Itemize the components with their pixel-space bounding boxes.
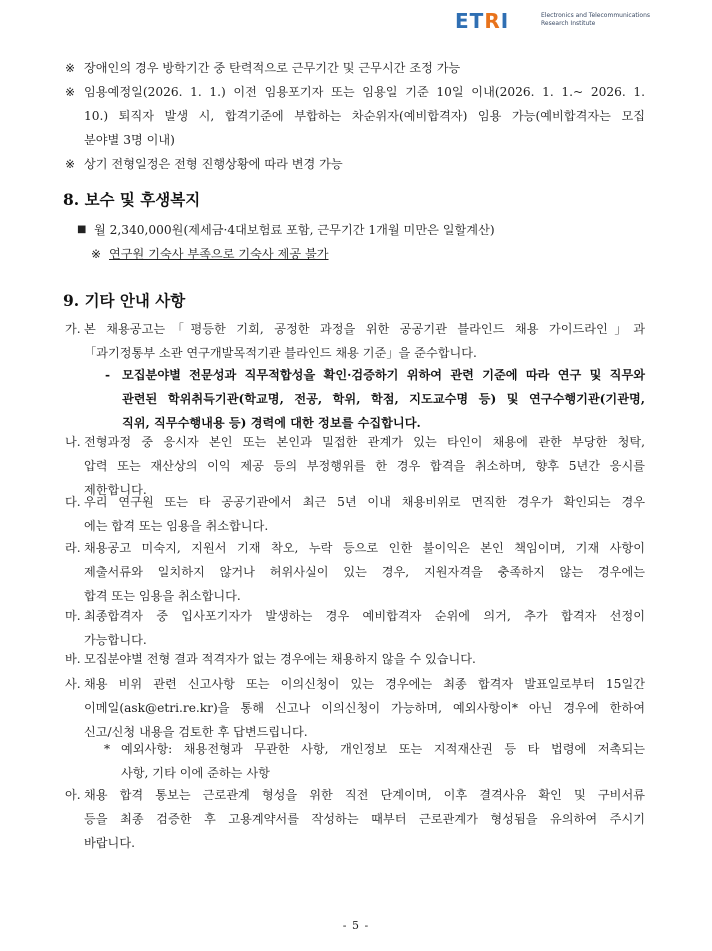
note-mark: ※ [65, 61, 76, 75]
note-mark: ※ [65, 157, 76, 171]
dormitory-note: 연구원 기숙사 부족으로 기숙사 제공 불가 [109, 247, 329, 261]
item-marker: 가. [65, 322, 81, 336]
salary-item: 월 2,340,000원(제세금·4대보험료 포함, 근무기간 1개월 미만은 일할계산) [94, 223, 495, 237]
item-ma: 최종합격자 중 입사포기자가 발생하는 경우 예비합격자 순위에 의거, 추가 합격자 선정이 가능합니다. [84, 609, 645, 647]
item-sa-exception: 예외사항: 채용전형과 무관한 사항, 개인정보 또는 지적재산권 등 타 법령에 저촉되는 사항, 기타 이에 준하는 사항 [121, 742, 645, 780]
item-marker: 나. [65, 435, 81, 449]
square-bullet: ■ [77, 224, 87, 235]
etri-logo-mark: ETRI [455, 9, 510, 33]
section-9-title: 9. 기타 안내 사항 [63, 291, 186, 310]
note-mark: ※ [65, 85, 76, 99]
item-marker: 마. [65, 609, 81, 623]
note-3: 상기 전형일정은 전형 진행상황에 따라 변경 가능 [84, 157, 343, 171]
item-ba: 모집분야별 전형 결과 적격자가 없는 경우에는 채용하지 않을 수 있습니다. [84, 652, 476, 666]
item-sa: 채용 비위 관련 신고사항 또는 이의신청이 있는 경우에는 최종 합격자 발표일로부터 15일간 이메일(ask@etri.re.kr)을 통해 신고나 이의신청이 가능하며, 예외사항이* 아닌 경우에 한하여 신고/신청 내용을 검토한 후 답변드립니다. [84, 677, 645, 739]
note-2: 임용예정일(2026. 1. 1.) 이전 임용포기자 또는 임용일 기준 10일 이내(2026. 1. 1.~ 2026. 1. 10.) 퇴직자 발생 시, 합격기준에 부합하는 차순위자(예비합격자) 임용 가능(예비합격자는 모집 분야별 3명 이내) [84, 85, 645, 147]
page-number: - 5 - [342, 919, 370, 932]
item-marker: 라. [65, 541, 81, 555]
asterisk-marker: * [104, 742, 111, 756]
item-da: 우리 연구원 또는 타 공공기관에서 최근 5년 이내 채용비위로 면직한 경우가 확인되는 경우 에는 합격 또는 임용을 취소합니다. [84, 495, 645, 533]
item-ga: 본 채용공고는「평등한 기회, 공정한 과정을 위한 공공기관 블라인드 채용 가이드라인」과 「과기정통부 소관 연구개발목적기관 블라인드 채용 기준」을 준수합니다. [84, 322, 645, 360]
item-marker: 바. [65, 652, 81, 666]
item-ga-sub: 모집분야별 전문성과 직무적합성을 확인·검증하기 위하여 관련 기준에 따라 연구 및 직무와 관련된 학위취득기관(학교명, 전공, 학위, 학점, 지도교수명 등) 및 연구수행기관(기관명, 직위, 직무수행내용 등) 경력에 대한 정보를 수집합니다. [122, 368, 645, 430]
dash-marker: - [105, 368, 111, 382]
section-8-title: 8. 보수 및 후생복지 [63, 190, 201, 209]
item-marker: 아. [65, 788, 81, 802]
note-mark: ※ [91, 247, 102, 261]
note-1: 장애인의 경우 방학기간 중 탄력적으로 근무기간 및 근무시간 조정 가능 [84, 61, 461, 75]
item-marker: 다. [65, 495, 81, 509]
item-a: 채용 합격 통보는 근로관계 형성을 위한 직전 단계이며, 이후 결격사유 확인 및 구비서류 등을 최종 검증한 후 고용계약서를 작성하는 때부터 근로관계가 형성됨을 유의하여 주시기 바랍니다. [84, 788, 645, 850]
item-marker: 사. [65, 677, 81, 691]
etri-logo [455, 10, 650, 32]
item-ra: 채용공고 미숙지, 지원서 기재 착오, 누락 등으로 인한 불이익은 본인 책임이며, 기재 사항이 제출서류와 일치하지 않거나 허위사실이 있는 경우, 지원자격을 충족하지 않는 경우에는 합격 또는 임용을 취소합니다. [84, 541, 645, 603]
etri-logo-text: Electronics and Telecommunications Research Institute [541, 12, 651, 27]
item-na: 전형과정 중 응시자 본인 또는 본인과 밀접한 관계가 있는 타인이 채용에 관한 부당한 청탁, 압력 또는 재산상의 이익 제공 등의 부정행위를 한 경우 합격을 취소하며, 향후 5년간 응시를 제한합니다. [84, 435, 645, 497]
